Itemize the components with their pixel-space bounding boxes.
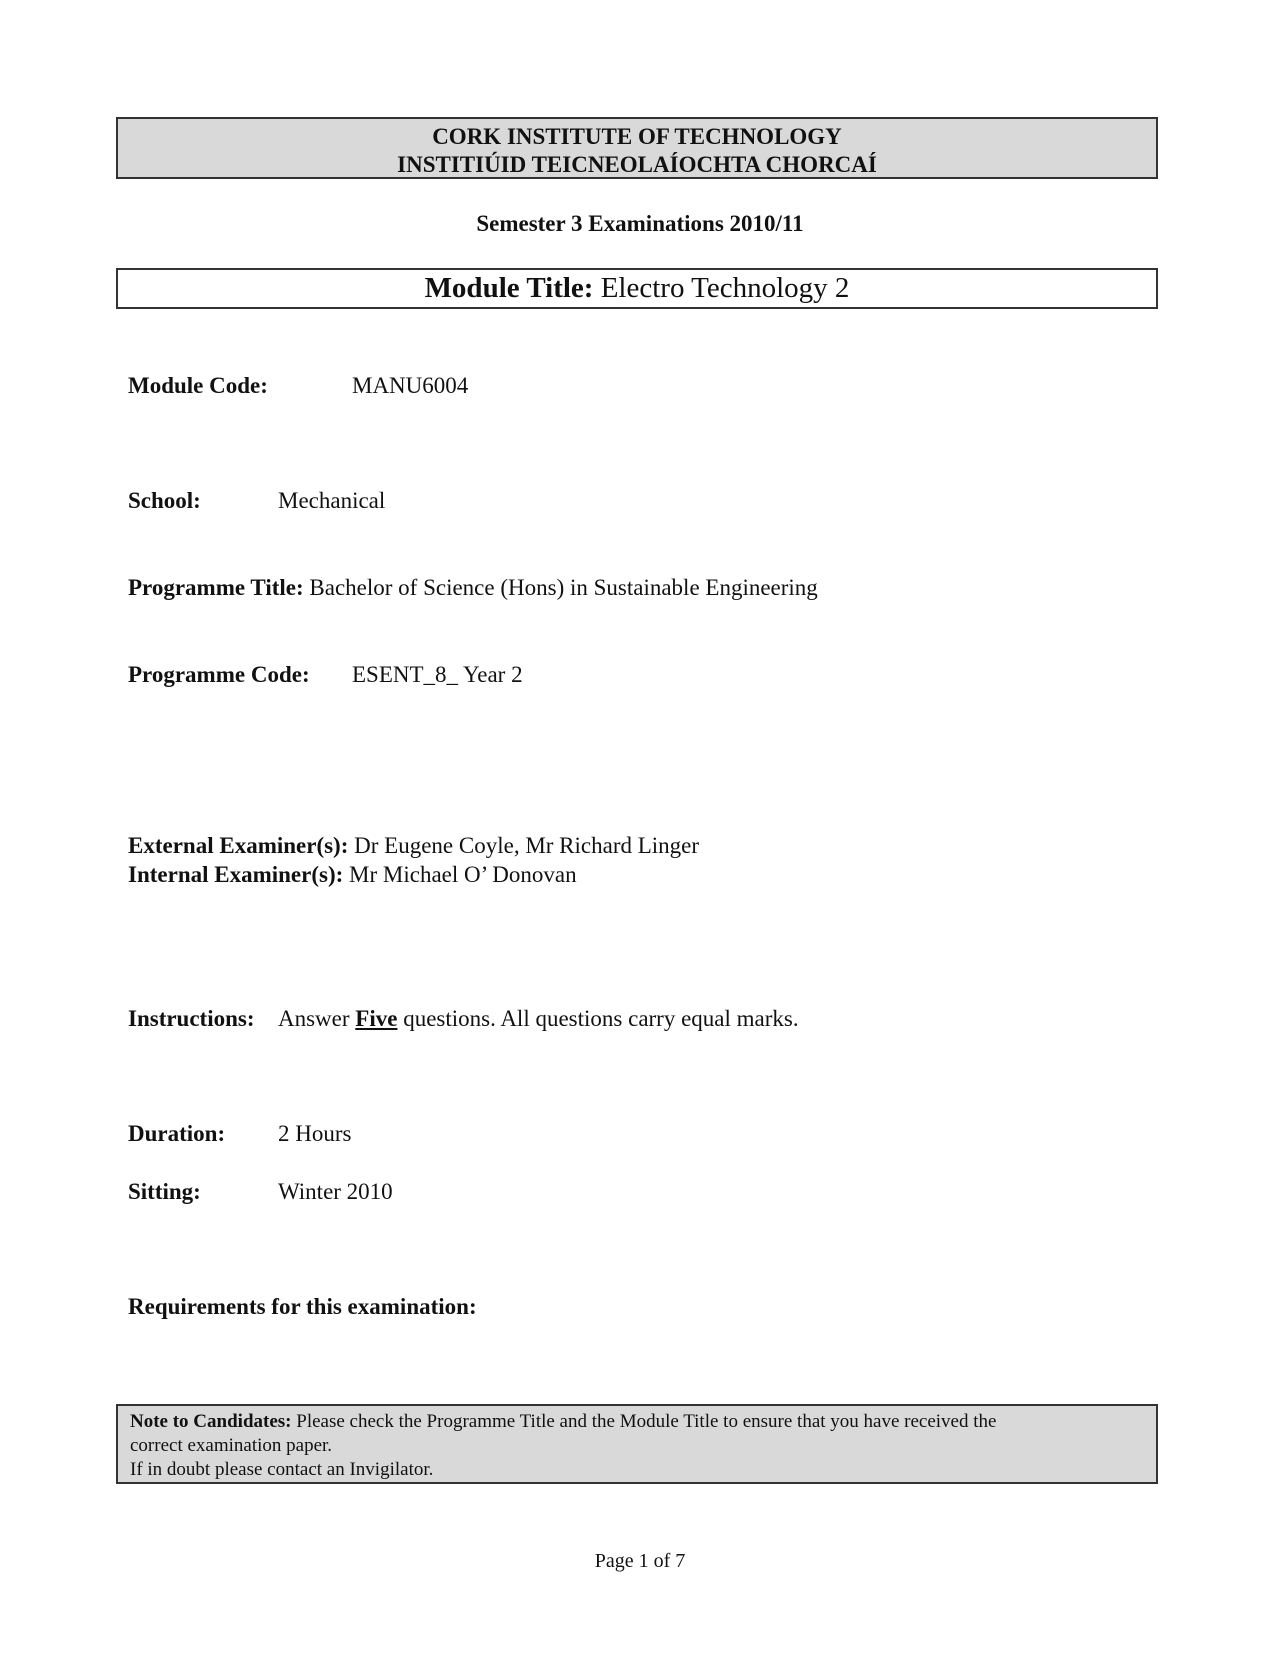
note-text-line3: If in doubt please contact an Invigilator. xyxy=(130,1459,434,1480)
note-text-line2: correct examination paper. xyxy=(130,1435,333,1456)
internal-examiners-field xyxy=(128,861,577,889)
programme-title-field xyxy=(128,574,818,602)
institute-name-irish: INSTITIÚID TEICNEOLAÍOCHTA CHORCAÍ xyxy=(397,152,877,177)
module-title-value: Electro Technology 2 xyxy=(600,272,850,304)
instructions-post: questions. All questions carry equal marks. xyxy=(403,1006,799,1031)
module-code-label: Module Code: xyxy=(128,373,268,398)
duration-label: Duration: xyxy=(128,1121,226,1146)
institute-name-english: CORK INSTITUTE OF TECHNOLOGY xyxy=(432,124,842,149)
internal-examiners-value: Mr Michael O’ Donovan xyxy=(349,862,577,887)
programme-code-label: Programme Code: xyxy=(128,662,310,687)
page-number: Page 1 of 7 xyxy=(594,1550,686,1572)
module-title-box xyxy=(116,268,1158,309)
external-examiners-field xyxy=(128,832,699,860)
institute-header xyxy=(116,117,1158,179)
school-label: School: xyxy=(128,488,201,513)
note-text-line1: Please check the Programme Title and the Module Title to ensure that you have received the xyxy=(296,1411,997,1432)
module-code-value: MANU6004 xyxy=(352,373,469,398)
instructions-text xyxy=(278,1005,799,1033)
sitting-value: Winter 2010 xyxy=(278,1179,393,1204)
external-examiners-label: External Examiner(s): xyxy=(128,833,349,858)
instructions-pre: Answer xyxy=(278,1006,350,1031)
note-label: Note to Candidates: xyxy=(130,1411,292,1432)
programme-title-value: Bachelor of Science (Hons) in Sustainable Engineering xyxy=(309,575,818,600)
internal-examiners-label: Internal Examiner(s): xyxy=(128,862,344,887)
semester-title: Semester 3 Examinations 2010/11 xyxy=(476,211,804,236)
external-examiners-value: Dr Eugene Coyle, Mr Richard Linger xyxy=(354,833,700,858)
instructions-emphasis: Five xyxy=(355,1006,398,1031)
requirements-heading: Requirements for this examination: xyxy=(128,1294,477,1319)
module-title-label: Module Title: xyxy=(424,272,594,304)
instructions-label: Instructions: xyxy=(128,1006,255,1031)
duration-value: 2 Hours xyxy=(278,1121,352,1146)
school-value: Mechanical xyxy=(278,488,386,513)
sitting-label: Sitting: xyxy=(128,1179,201,1204)
programme-title-label: Programme Title: xyxy=(128,575,304,600)
programme-code-value: ESENT_8_ Year 2 xyxy=(352,662,523,687)
note-to-candidates xyxy=(116,1404,1158,1484)
